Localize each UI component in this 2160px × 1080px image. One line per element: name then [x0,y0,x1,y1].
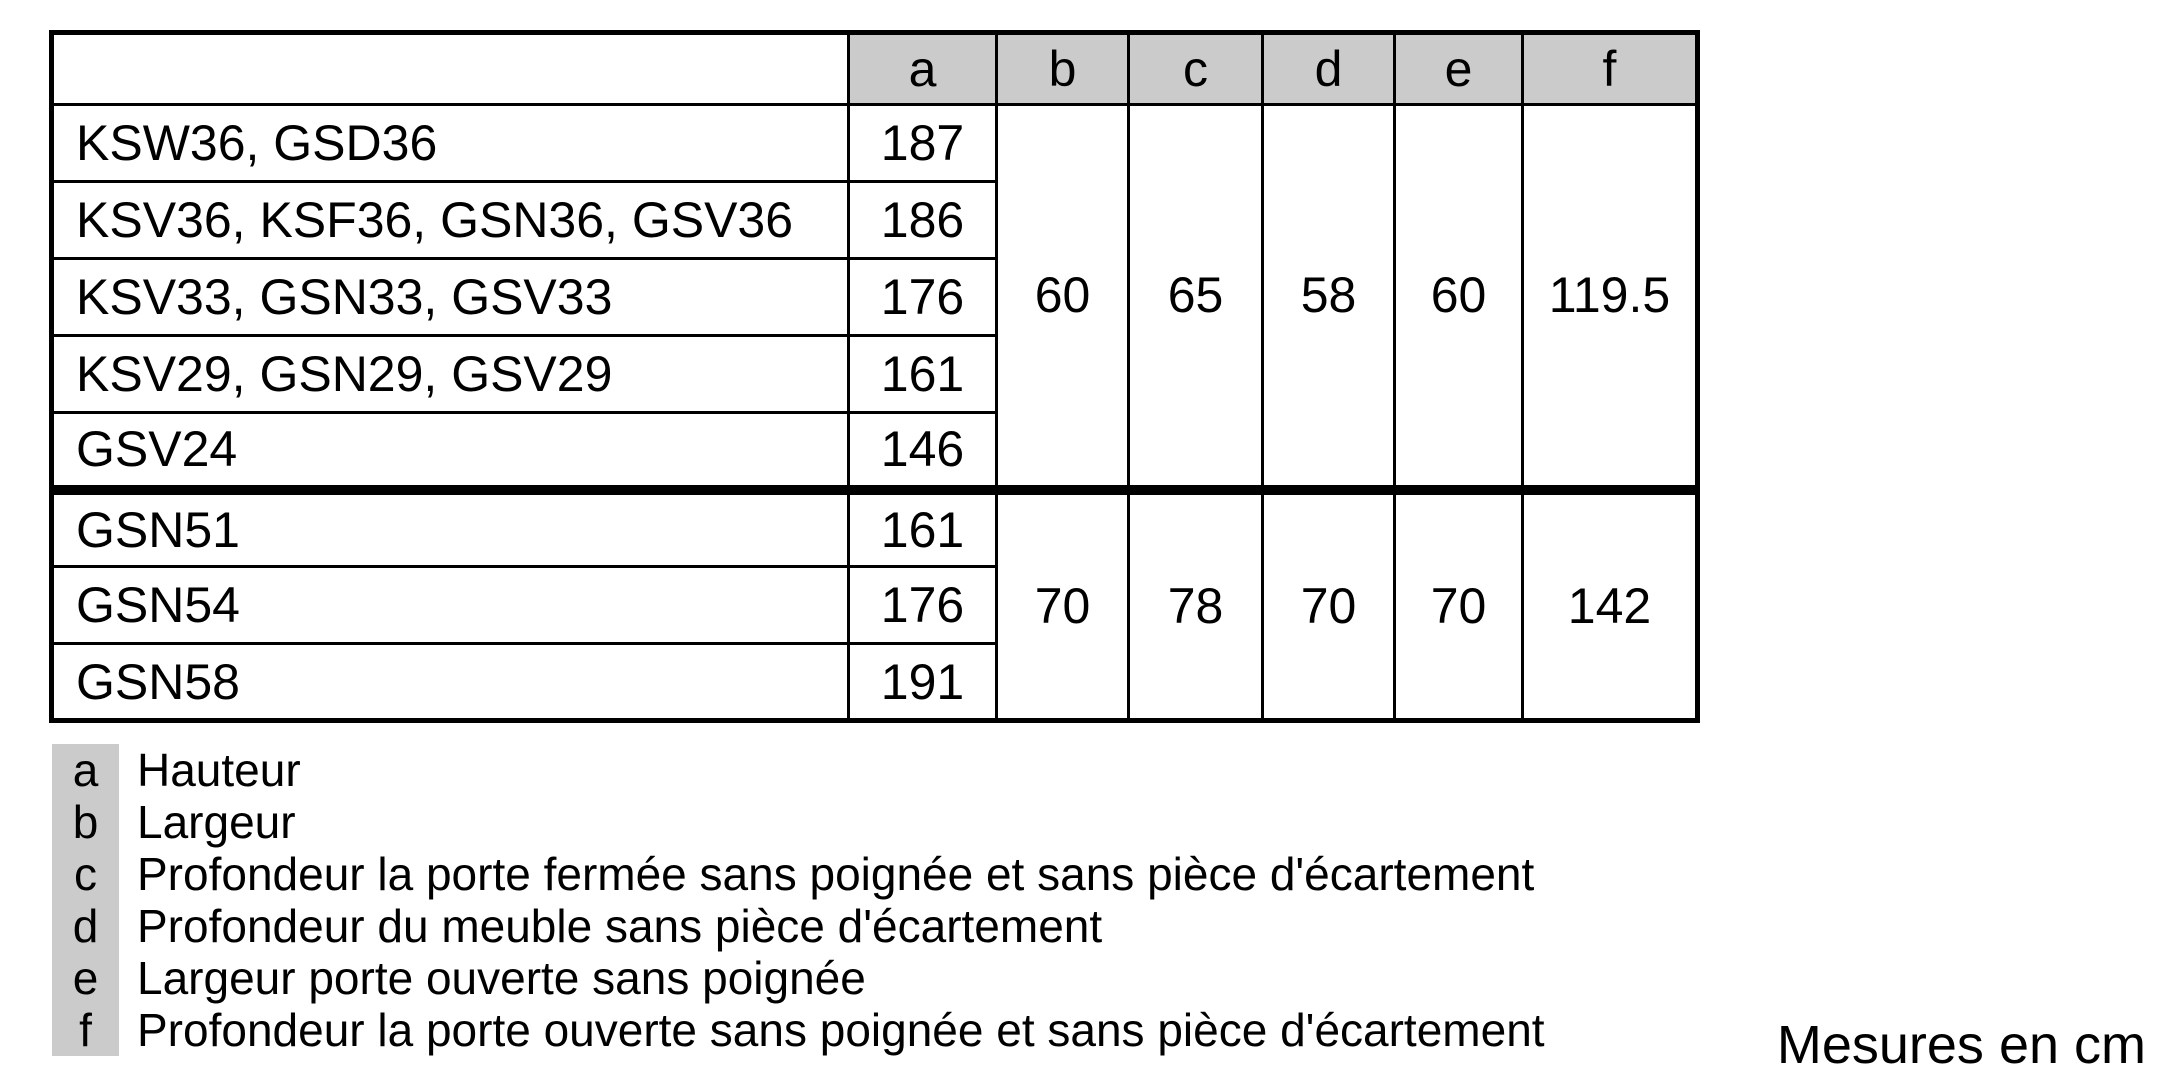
col-header-c: c [1129,33,1263,105]
dimension-a-cell: 176 [849,259,997,336]
dimension-a-cell: 161 [849,490,997,567]
dimension-a-cell: 186 [849,182,997,259]
dimension-d-merged-cell: 58 [1263,105,1395,490]
col-header-f: f [1523,33,1698,105]
table-row [52,105,1698,182]
dimension-a-cell: 176 [849,567,997,644]
dimension-e-merged-cell: 60 [1395,105,1523,490]
legend-key-e: e [52,952,119,1004]
dimension-a-cell: 146 [849,413,997,490]
legend-label-a: Hauteur [137,744,301,796]
table-row [52,490,1698,567]
legend-label-e: Largeur porte ouverte sans poignée [137,952,866,1004]
col-header-a: a [849,33,997,105]
legend-key-b: b [52,796,119,848]
col-header-e: e [1395,33,1523,105]
legend-key-a: a [52,744,119,796]
legend-label-f: Profondeur la porte ouverte sans poignée et sans pièce d'écartement [137,1004,1545,1056]
corner-cell [52,33,849,105]
legend-row [52,744,1545,796]
legend [52,744,1545,1056]
legend-label-c: Profondeur la porte fermée sans poignée et sans pièce d'écartement [137,848,1535,900]
dimension-a-cell: 187 [849,105,997,182]
model-names-cell: GSN54 [52,567,849,644]
dimension-b-merged-cell: 60 [997,105,1129,490]
model-names-cell: GSN51 [52,490,849,567]
model-names-cell: KSV29, GSN29, GSV29 [52,336,849,413]
col-header-b: b [997,33,1129,105]
model-names-cell: GSV24 [52,413,849,490]
dimension-d-merged-cell: 70 [1263,490,1395,721]
legend-row [52,952,1545,1004]
legend-key-d: d [52,900,119,952]
dimension-b-merged-cell: 70 [997,490,1129,721]
dimension-f-merged-cell: 119.5 [1523,105,1698,490]
dimension-a-cell: 191 [849,644,997,721]
legend-label-b: Largeur [137,796,296,848]
model-names-cell: KSV33, GSN33, GSV33 [52,259,849,336]
model-names-cell: KSV36, KSF36, GSN36, GSV36 [52,182,849,259]
legend-row [52,1004,1545,1056]
legend-label-d: Profondeur du meuble sans pièce d'écartement [137,900,1103,952]
model-names-cell: GSN58 [52,644,849,721]
dimension-c-merged-cell: 78 [1129,490,1263,721]
dimension-a-cell: 161 [849,336,997,413]
dimension-e-merged-cell: 70 [1395,490,1523,721]
units-note: Mesures en cm [1776,1015,2146,1075]
col-header-d: d [1263,33,1395,105]
dimensions-table [49,30,1700,723]
table-header-row [52,33,1698,105]
legend-row [52,796,1545,848]
legend-key-c: c [52,848,119,900]
model-names-cell: KSW36, GSD36 [52,105,849,182]
legend-row [52,900,1545,952]
legend-row [52,848,1545,900]
dimension-c-merged-cell: 65 [1129,105,1263,490]
legend-key-f: f [52,1004,119,1056]
dimension-f-merged-cell: 142 [1523,490,1698,721]
